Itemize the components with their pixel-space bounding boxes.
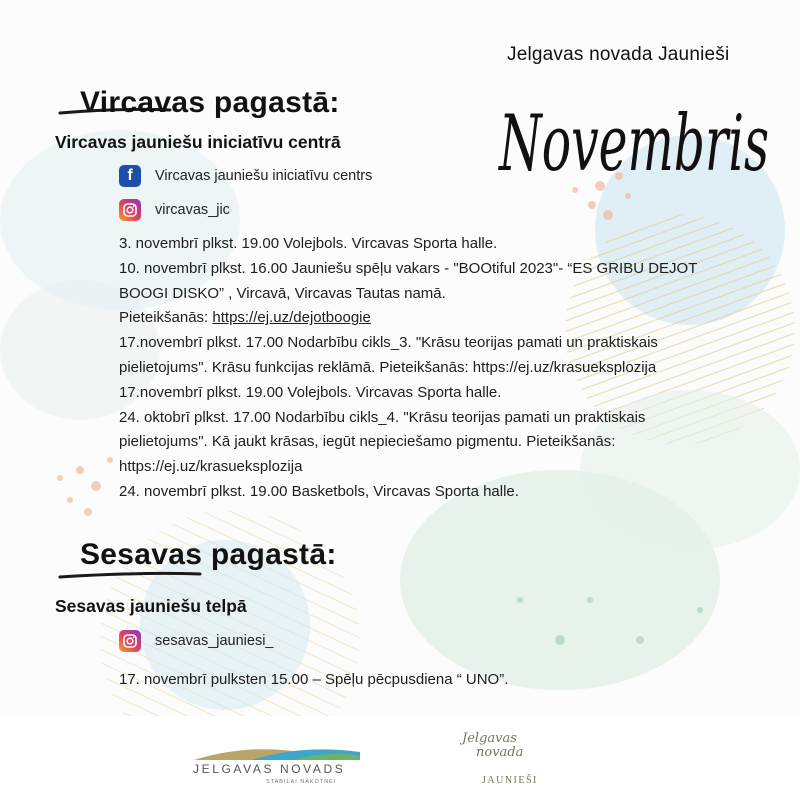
sesava-instagram-row[interactable] xyxy=(119,630,274,652)
month-title: Novembris xyxy=(497,99,769,189)
jauniesi-logo-line2: novada xyxy=(476,745,524,760)
facebook-icon: f xyxy=(119,165,141,187)
brand-title: Jelgavas novada Jaunieši xyxy=(507,44,730,65)
sesava-event-line: 17. novembrī pulksten 15.00 – Spēļu pēcpusdiena “ UNO”. xyxy=(119,671,509,688)
event-line: 3. novembrī plkst. 19.00 Volejbols. Vircavas Sporta halle. xyxy=(119,235,498,252)
event-line: pielietojums". Kā jaukt krāsas, iegūt nepieciešamo pigmentu. Pieteikšanās: xyxy=(119,433,616,451)
vircava-section-title: Vircavas pagastā: xyxy=(80,86,340,119)
jelgavas-novads-logo-tagline: STABILAI NĀKOTNEI xyxy=(266,779,337,785)
event-line: 10. novembrī plkst. 16.00 Jauniešu spēļu vakars - "BOOtiful 2023"- “ES GRIBU DEJOT xyxy=(119,259,698,277)
jelgavas-novads-logo-mark xyxy=(192,740,362,764)
event-line: 17.novembrī plkst. 17.00 Nodarbību cikls_3. "Krāsu teorijas pamati un praktiskais xyxy=(119,334,658,352)
vircava-facebook-row[interactable] xyxy=(119,165,372,187)
event-line: BOOGI DISKO” , Vircavā, Vircavas Tautas namā. xyxy=(119,284,446,302)
instagram-icon xyxy=(119,199,141,221)
sesava-venue-title: Sesavas jauniešu telpā xyxy=(55,596,247,616)
vircava-event-list xyxy=(119,232,789,505)
jauniesi-logo-caps: JAUNIEŠI xyxy=(482,775,538,786)
jauniesi-logo-script xyxy=(462,732,523,760)
event-line: 24. novembrī plkst. 19.00 Basketbols, Vircavas Sporta halle. xyxy=(119,482,519,500)
signup-label: Pieteikšanās: xyxy=(119,309,213,327)
month-script-title xyxy=(495,60,785,210)
sesava-instagram-handle: sesavas_jauniesi_ xyxy=(155,633,274,649)
vircava-instagram-row[interactable] xyxy=(119,199,230,221)
vircava-venue-title: Vircavas jauniešu iniciatīvu centrā xyxy=(55,132,341,152)
jauniesi-logo-line1: Jelgavas xyxy=(462,731,517,746)
instagram-icon xyxy=(119,630,141,652)
event-line: https://ej.uz/krasueksplozija xyxy=(119,458,303,476)
sesava-section-title: Sesavas pagastā: xyxy=(80,538,337,571)
signup-line xyxy=(119,306,789,331)
jelgavas-novads-logo-text: JELGAVAS NOVADS xyxy=(193,762,346,776)
signup-link[interactable]: https://ej.uz/dejotboogie xyxy=(212,309,371,327)
event-line: pielietojums". Krāsu funkcijas reklāmā. Pieteikšanās: https://ej.uz/krasueksplozija xyxy=(119,358,657,376)
vircava-instagram-handle: vircavas_jic xyxy=(155,202,230,218)
event-line: 17.novembrī plkst. 19.00 Volejbols. Vircavas Sporta halle. xyxy=(119,383,502,401)
vircava-facebook-handle: Vircavas jauniešu iniciatīvu centrs xyxy=(155,168,373,184)
event-line: 24. oktobrī plkst. 17.00 Nodarbību cikls_4. "Krāsu teorijas pamati un praktiskais xyxy=(119,408,646,426)
footer xyxy=(0,716,800,800)
